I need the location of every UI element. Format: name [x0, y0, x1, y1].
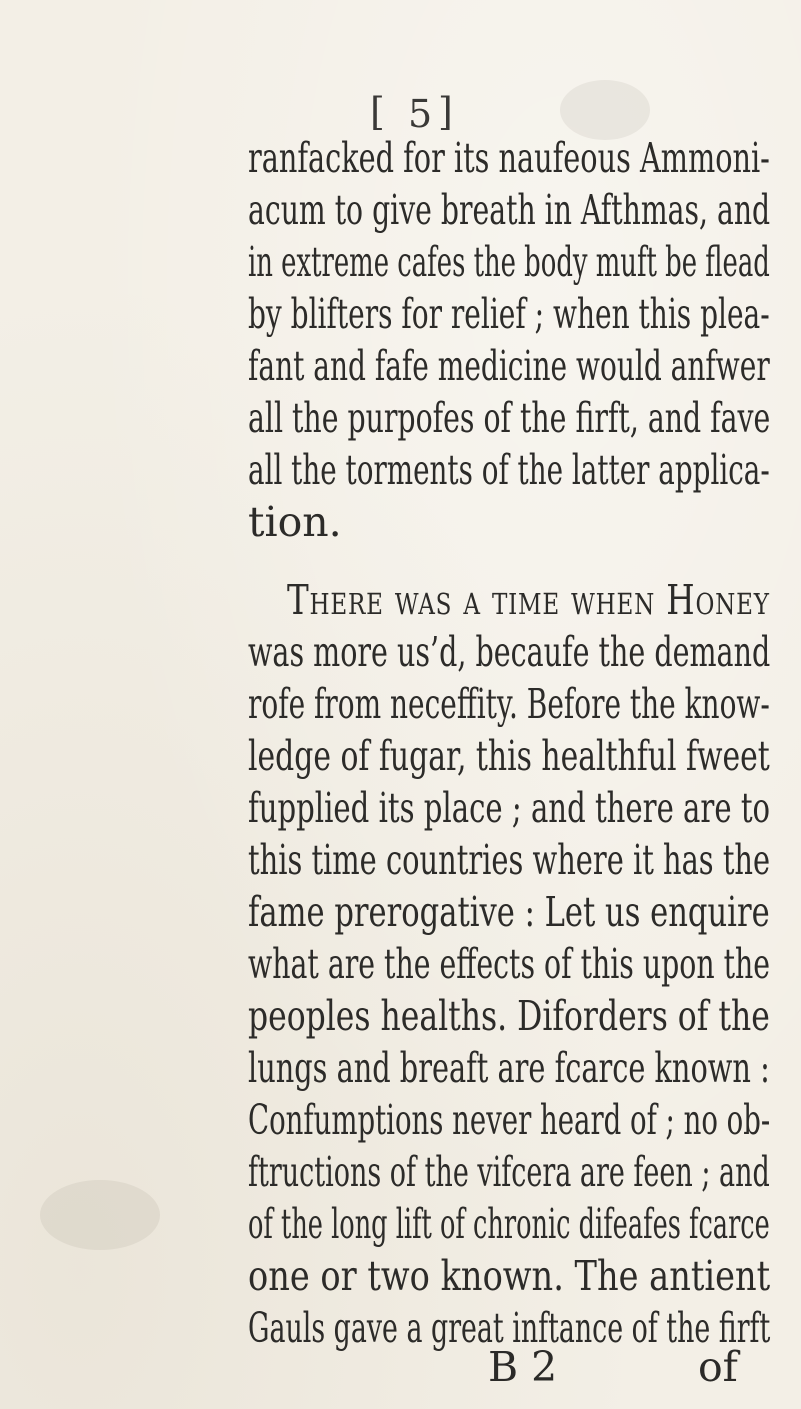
text-line: rofe from neceffity. Before the know-	[248, 680, 770, 728]
text-line: Confumptions never heard of ; no ob-	[248, 1096, 771, 1144]
page-number: 5	[408, 92, 433, 136]
text-line: in extreme cafes the body muft be flead	[248, 238, 770, 286]
text-line: this time countries where it has the	[248, 836, 771, 884]
text-line: all the purpofes of the firft, and fave	[248, 394, 771, 442]
text-line: fant and fafe medicine would anfwer	[248, 342, 770, 390]
signature-mark: B 2	[488, 1343, 558, 1391]
text-line: Gauls gave a great inftance of the firft	[248, 1304, 771, 1352]
text-line: acum to give breath in Afthmas, and	[248, 186, 771, 234]
text-line: There was a time when Honey	[287, 576, 770, 624]
text-line: lungs and breaft are fcarce known :	[248, 1044, 770, 1092]
text-line: peoples healths. Diforders of the	[248, 992, 770, 1040]
header-bracket-left: [	[370, 90, 385, 134]
text-line: fupplied its place ; and there are to	[248, 784, 771, 832]
text-line: was more us’d, becaufe the demand	[248, 628, 771, 676]
text-line: all the torments of the latter applica-	[248, 446, 770, 494]
page-footer	[0, 1342, 801, 1402]
text-line: ranfacked for its naufeous Ammoni-	[248, 134, 770, 182]
text-line: what are the effects of this upon the	[248, 940, 771, 988]
header-bracket-right: ]	[438, 90, 453, 134]
text-line: of the long lift of chronic difeafes fcarce	[248, 1200, 770, 1248]
text-line: one or two known. The antient	[248, 1252, 771, 1300]
text-line: by blifters for relief ; when this plea-	[248, 290, 770, 338]
text-line: tion.	[248, 498, 342, 546]
catchword: of	[698, 1343, 738, 1391]
text-line: fame prerogative : Let us enquire	[248, 888, 770, 936]
text-line: ledge of fugar, this healthful fweet	[248, 732, 770, 780]
text-line: ftructions of the vifcera are feen ; and	[248, 1148, 770, 1196]
